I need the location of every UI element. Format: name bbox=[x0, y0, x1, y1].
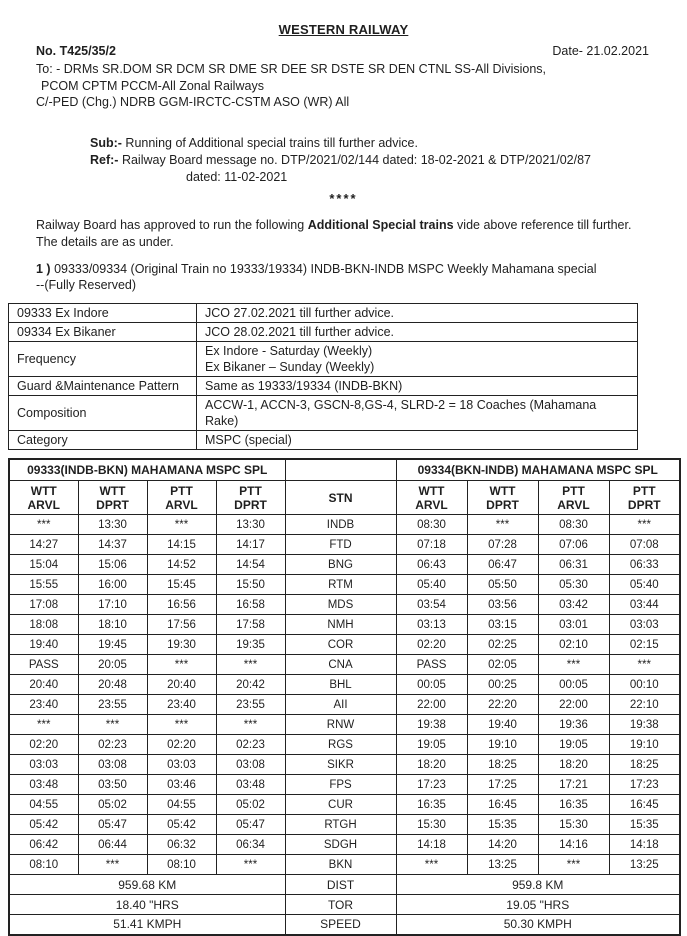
col-header-ptt-arvl-2: PTT ARVL bbox=[538, 481, 609, 515]
right-speed: 50.30 KMPH bbox=[396, 915, 680, 935]
reference-line-2: dated: 11-02-2021 bbox=[186, 169, 288, 184]
time-cell: *** bbox=[609, 515, 680, 535]
col-header-wtt-arvl-2: WTT ARVL bbox=[396, 481, 467, 515]
train-details-table bbox=[8, 303, 638, 450]
doc-date: Date- 21.02.2021 bbox=[552, 44, 649, 58]
subject-reference-block bbox=[0, 135, 687, 186]
time-cell: 03:13 bbox=[396, 615, 467, 635]
station-cell: RTGH bbox=[285, 815, 396, 835]
time-cell: 22:20 bbox=[467, 695, 538, 715]
time-cell: *** bbox=[78, 715, 147, 735]
time-cell: 03:42 bbox=[538, 595, 609, 615]
time-cell: 08:30 bbox=[538, 515, 609, 535]
time-cell: 18:20 bbox=[538, 755, 609, 775]
summary-label-speed: SPEED bbox=[285, 915, 396, 935]
paragraph-bold-text: Additional Special trains bbox=[307, 217, 454, 232]
time-cell: 15:04 bbox=[9, 555, 78, 575]
subject-line bbox=[90, 135, 657, 152]
station-cell: BHL bbox=[285, 675, 396, 695]
time-cell: 05:02 bbox=[78, 795, 147, 815]
timetable-row bbox=[9, 635, 680, 655]
time-cell: 05:30 bbox=[538, 575, 609, 595]
time-cell: *** bbox=[467, 515, 538, 535]
item-line-1 bbox=[36, 261, 651, 278]
time-cell: 15:55 bbox=[9, 575, 78, 595]
time-cell: 03:54 bbox=[396, 595, 467, 615]
timetable-row bbox=[9, 835, 680, 855]
to-line-3: C/-PED (Chg.) NDRB GGM-IRCTC-CSTM ASO (WR) All bbox=[36, 95, 350, 109]
time-cell: 19:40 bbox=[9, 635, 78, 655]
time-cell: 17:10 bbox=[78, 595, 147, 615]
subject-text: Running of Additional special trains till further advice. bbox=[121, 135, 418, 150]
station-cell: INDB bbox=[285, 515, 396, 535]
reference-text: Railway Board message no. DTP/2021/02/144 dated: 18-02-2021 & DTP/2021/02/87 bbox=[118, 152, 591, 167]
time-cell: 19:10 bbox=[467, 735, 538, 755]
time-cell: 03:03 bbox=[147, 755, 216, 775]
station-cell: NMH bbox=[285, 615, 396, 635]
time-cell: 08:30 bbox=[396, 515, 467, 535]
time-cell: PASS bbox=[9, 655, 78, 675]
time-cell: 17:23 bbox=[609, 775, 680, 795]
timetable-row bbox=[9, 655, 680, 675]
time-cell: 19:10 bbox=[609, 735, 680, 755]
detail-value: JCO 27.02.2021 till further advice. bbox=[197, 303, 638, 322]
time-cell: 23:40 bbox=[147, 695, 216, 715]
summary-label-tor: TOR bbox=[285, 895, 396, 915]
item-text: 09333/09334 (Original Train no 19333/19334) INDB-BKN-INDB MSPC Weekly Mahamana special bbox=[50, 261, 597, 276]
time-cell: *** bbox=[78, 855, 147, 875]
time-cell: 06:33 bbox=[609, 555, 680, 575]
time-cell: 05:50 bbox=[467, 575, 538, 595]
time-cell: 06:47 bbox=[467, 555, 538, 575]
time-cell: 07:18 bbox=[396, 535, 467, 555]
time-cell: 19:38 bbox=[609, 715, 680, 735]
timetable-row bbox=[9, 515, 680, 535]
timetable-header-row bbox=[9, 481, 680, 515]
body-paragraph bbox=[0, 217, 687, 252]
timetable-row bbox=[9, 535, 680, 555]
detail-label: Guard &Maintenance Pattern bbox=[9, 376, 197, 395]
timetable-row bbox=[9, 595, 680, 615]
table-row bbox=[9, 303, 638, 322]
doc-number: No. T425/35/2 bbox=[36, 44, 116, 58]
time-cell: 15:45 bbox=[147, 575, 216, 595]
time-cell: 07:08 bbox=[609, 535, 680, 555]
station-cell: BNG bbox=[285, 555, 396, 575]
time-cell: 03:03 bbox=[609, 615, 680, 635]
time-cell: 19:05 bbox=[538, 735, 609, 755]
time-cell: 14:54 bbox=[216, 555, 285, 575]
left-speed: 51.41 KMPH bbox=[9, 915, 285, 935]
timetable-body bbox=[9, 515, 680, 875]
title-spacer-cell bbox=[285, 459, 396, 481]
station-cell: RNW bbox=[285, 715, 396, 735]
detail-value: ACCW-1, ACCN-3, GSCN-8,GS-4, SLRD-2 = 18 Coaches (Mahamana Rake) bbox=[197, 395, 638, 430]
time-cell: 03:50 bbox=[78, 775, 147, 795]
timetable-row bbox=[9, 695, 680, 715]
station-cell: COR bbox=[285, 635, 396, 655]
time-cell: 16:35 bbox=[538, 795, 609, 815]
timetable-row bbox=[9, 855, 680, 875]
time-cell: 14:17 bbox=[216, 535, 285, 555]
time-cell: 13:25 bbox=[609, 855, 680, 875]
time-cell: *** bbox=[216, 655, 285, 675]
meta-row bbox=[0, 44, 687, 58]
station-cell: FPS bbox=[285, 775, 396, 795]
time-cell: *** bbox=[147, 655, 216, 675]
station-cell: CNA bbox=[285, 655, 396, 675]
time-cell: 23:55 bbox=[78, 695, 147, 715]
train-timetable bbox=[8, 458, 681, 936]
time-cell: 03:48 bbox=[216, 775, 285, 795]
time-cell: 04:55 bbox=[147, 795, 216, 815]
time-cell: 14:18 bbox=[609, 835, 680, 855]
detail-value: MSPC (special) bbox=[197, 430, 638, 449]
time-cell: 23:40 bbox=[9, 695, 78, 715]
time-cell: 15:50 bbox=[216, 575, 285, 595]
time-cell: 20:42 bbox=[216, 675, 285, 695]
time-cell: 20:48 bbox=[78, 675, 147, 695]
time-cell: *** bbox=[609, 655, 680, 675]
time-cell: 18:25 bbox=[467, 755, 538, 775]
time-cell: 15:35 bbox=[609, 815, 680, 835]
to-line-2: PCOM CPTM PCCM-All Zonal Railways bbox=[41, 78, 264, 93]
time-cell: PASS bbox=[396, 655, 467, 675]
summary-label-dist: DIST bbox=[285, 875, 396, 895]
time-cell: 06:44 bbox=[78, 835, 147, 855]
time-cell: 20:40 bbox=[147, 675, 216, 695]
time-cell: 15:30 bbox=[538, 815, 609, 835]
timetable-row bbox=[9, 795, 680, 815]
time-cell: 03:44 bbox=[609, 595, 680, 615]
time-cell: 02:20 bbox=[147, 735, 216, 755]
table-row bbox=[9, 376, 638, 395]
col-header-ptt-dprt-2: PTT DPRT bbox=[609, 481, 680, 515]
time-cell: 19:38 bbox=[396, 715, 467, 735]
reference-label: Ref:- bbox=[90, 152, 119, 167]
col-header-wtt-dprt-2: WTT DPRT bbox=[467, 481, 538, 515]
paragraph-text: Railway Board has approved to run the following bbox=[36, 217, 308, 232]
station-cell: CUR bbox=[285, 795, 396, 815]
time-cell: 14:37 bbox=[78, 535, 147, 555]
summary-row-speed bbox=[9, 915, 680, 935]
left-distance: 959.68 KM bbox=[9, 875, 285, 895]
time-cell: *** bbox=[216, 855, 285, 875]
detail-label: Frequency bbox=[9, 341, 197, 376]
time-cell: *** bbox=[538, 855, 609, 875]
time-cell: 06:42 bbox=[9, 835, 78, 855]
time-cell: 00:10 bbox=[609, 675, 680, 695]
time-cell: 18:25 bbox=[609, 755, 680, 775]
table-row bbox=[9, 341, 638, 376]
time-cell: 14:27 bbox=[9, 535, 78, 555]
time-cell: 05:42 bbox=[147, 815, 216, 835]
table-row bbox=[9, 395, 638, 430]
table-row bbox=[9, 322, 638, 341]
col-header-wtt-dprt: WTT DPRT bbox=[78, 481, 147, 515]
time-cell: 17:08 bbox=[9, 595, 78, 615]
item-line-2: --(Fully Reserved) bbox=[36, 278, 137, 292]
timetable-row bbox=[9, 815, 680, 835]
time-cell: 18:10 bbox=[78, 615, 147, 635]
station-cell: AII bbox=[285, 695, 396, 715]
time-cell: 18:20 bbox=[396, 755, 467, 775]
time-cell: 02:20 bbox=[9, 735, 78, 755]
detail-value: JCO 28.02.2021 till further advice. bbox=[197, 322, 638, 341]
time-cell: 14:15 bbox=[147, 535, 216, 555]
time-cell: 15:06 bbox=[78, 555, 147, 575]
time-cell: 00:25 bbox=[467, 675, 538, 695]
time-cell: 19:35 bbox=[216, 635, 285, 655]
time-cell: 05:42 bbox=[9, 815, 78, 835]
time-cell: 14:20 bbox=[467, 835, 538, 855]
reference-line bbox=[90, 152, 657, 169]
time-cell: 22:10 bbox=[609, 695, 680, 715]
time-cell: 15:35 bbox=[467, 815, 538, 835]
list-item-1 bbox=[0, 261, 687, 294]
document-page bbox=[0, 22, 687, 932]
time-cell: 03:46 bbox=[147, 775, 216, 795]
station-cell: MDS bbox=[285, 595, 396, 615]
time-cell: 18:08 bbox=[9, 615, 78, 635]
table-row bbox=[9, 430, 638, 449]
timetable-row bbox=[9, 715, 680, 735]
time-cell: 19:36 bbox=[538, 715, 609, 735]
time-cell: 08:10 bbox=[9, 855, 78, 875]
timetable-row bbox=[9, 575, 680, 595]
time-cell: 13:30 bbox=[78, 515, 147, 535]
time-cell: 07:28 bbox=[467, 535, 538, 555]
time-cell: 13:30 bbox=[216, 515, 285, 535]
detail-label: 09333 Ex Indore bbox=[9, 303, 197, 322]
time-cell: 16:56 bbox=[147, 595, 216, 615]
time-cell: 03:01 bbox=[538, 615, 609, 635]
time-cell: *** bbox=[216, 715, 285, 735]
timetable-row bbox=[9, 735, 680, 755]
time-cell: 03:15 bbox=[467, 615, 538, 635]
time-cell: 03:56 bbox=[467, 595, 538, 615]
right-tor: 19.05 "HRS bbox=[396, 895, 680, 915]
time-cell: *** bbox=[9, 715, 78, 735]
summary-row-tor bbox=[9, 895, 680, 915]
col-header-stn: STN bbox=[285, 481, 396, 515]
time-cell: *** bbox=[147, 715, 216, 735]
time-cell: 06:43 bbox=[396, 555, 467, 575]
time-cell: 02:23 bbox=[78, 735, 147, 755]
timetable-row bbox=[9, 775, 680, 795]
time-cell: 06:31 bbox=[538, 555, 609, 575]
time-cell: 17:23 bbox=[396, 775, 467, 795]
address-block bbox=[0, 61, 687, 111]
time-cell: 03:08 bbox=[216, 755, 285, 775]
item-number: 1 ) bbox=[36, 261, 51, 276]
station-cell: RGS bbox=[285, 735, 396, 755]
time-cell: 14:16 bbox=[538, 835, 609, 855]
time-cell: 19:30 bbox=[147, 635, 216, 655]
time-cell: 02:25 bbox=[467, 635, 538, 655]
time-cell: 07:06 bbox=[538, 535, 609, 555]
detail-label: Category bbox=[9, 430, 197, 449]
time-cell: 05:47 bbox=[216, 815, 285, 835]
col-header-ptt-arvl: PTT ARVL bbox=[147, 481, 216, 515]
time-cell: 03:08 bbox=[78, 755, 147, 775]
col-header-ptt-dprt: PTT DPRT bbox=[216, 481, 285, 515]
right-distance: 959.8 KM bbox=[396, 875, 680, 895]
timetable-row bbox=[9, 615, 680, 635]
time-cell: 05:02 bbox=[216, 795, 285, 815]
time-cell: *** bbox=[147, 515, 216, 535]
station-cell: SDGH bbox=[285, 835, 396, 855]
timetable-row bbox=[9, 555, 680, 575]
summary-row-distance bbox=[9, 875, 680, 895]
time-cell: *** bbox=[9, 515, 78, 535]
detail-label: Composition bbox=[9, 395, 197, 430]
time-cell: 16:58 bbox=[216, 595, 285, 615]
time-cell: 02:10 bbox=[538, 635, 609, 655]
time-cell: 17:25 bbox=[467, 775, 538, 795]
asterisk-separator: **** bbox=[329, 190, 358, 206]
time-cell: *** bbox=[538, 655, 609, 675]
to-line-1: To: - DRMs SR.DOM SR DCM SR DME SR DEE SR DSTE SR DEN CTNL SS-All Divisions, bbox=[36, 62, 547, 76]
time-cell: 03:03 bbox=[9, 755, 78, 775]
time-cell: 20:05 bbox=[78, 655, 147, 675]
time-cell: 19:05 bbox=[396, 735, 467, 755]
time-cell: 22:00 bbox=[396, 695, 467, 715]
left-train-title: 09333(INDB-BKN) MAHAMANA MSPC SPL bbox=[9, 459, 285, 481]
subject-label: Sub:- bbox=[90, 135, 122, 150]
time-cell: 16:35 bbox=[396, 795, 467, 815]
time-cell: 16:00 bbox=[78, 575, 147, 595]
time-cell: 03:48 bbox=[9, 775, 78, 795]
time-cell: 02:05 bbox=[467, 655, 538, 675]
time-cell: 17:21 bbox=[538, 775, 609, 795]
time-cell: 06:32 bbox=[147, 835, 216, 855]
right-train-title: 09334(BKN-INDB) MAHAMANA MSPC SPL bbox=[396, 459, 680, 481]
time-cell: 19:45 bbox=[78, 635, 147, 655]
time-cell: 17:56 bbox=[147, 615, 216, 635]
left-tor: 18.40 "HRS bbox=[9, 895, 285, 915]
time-cell: 00:05 bbox=[396, 675, 467, 695]
station-cell: BKN bbox=[285, 855, 396, 875]
time-cell: 17:58 bbox=[216, 615, 285, 635]
detail-value: Ex Indore - Saturday (Weekly) Ex Bikaner – Sunday (Weekly) bbox=[197, 341, 638, 376]
document-title: WESTERN RAILWAY bbox=[278, 22, 409, 37]
detail-value: Same as 19333/19334 (INDB-BKN) bbox=[197, 376, 638, 395]
time-cell: 15:30 bbox=[396, 815, 467, 835]
time-cell: 20:40 bbox=[9, 675, 78, 695]
timetable-row bbox=[9, 755, 680, 775]
time-cell: 23:55 bbox=[216, 695, 285, 715]
timetable-row bbox=[9, 675, 680, 695]
time-cell: 16:45 bbox=[467, 795, 538, 815]
time-cell: 02:23 bbox=[216, 735, 285, 755]
time-cell: 02:20 bbox=[396, 635, 467, 655]
time-cell: 22:00 bbox=[538, 695, 609, 715]
timetable-title-row bbox=[9, 459, 680, 481]
time-cell: 13:25 bbox=[467, 855, 538, 875]
time-cell: 02:15 bbox=[609, 635, 680, 655]
paragraph-text-end: vide above reference till further. The details are as under. bbox=[36, 217, 632, 249]
time-cell: 08:10 bbox=[147, 855, 216, 875]
station-cell: RTM bbox=[285, 575, 396, 595]
time-cell: 04:55 bbox=[9, 795, 78, 815]
time-cell: 19:40 bbox=[467, 715, 538, 735]
time-cell: 14:52 bbox=[147, 555, 216, 575]
time-cell: *** bbox=[396, 855, 467, 875]
station-cell: FTD bbox=[285, 535, 396, 555]
col-header-wtt-arvl: WTT ARVL bbox=[9, 481, 78, 515]
time-cell: 05:40 bbox=[609, 575, 680, 595]
station-cell: SIKR bbox=[285, 755, 396, 775]
time-cell: 16:45 bbox=[609, 795, 680, 815]
detail-label: 09334 Ex Bikaner bbox=[9, 322, 197, 341]
time-cell: 00:05 bbox=[538, 675, 609, 695]
time-cell: 14:18 bbox=[396, 835, 467, 855]
time-cell: 06:34 bbox=[216, 835, 285, 855]
time-cell: 05:40 bbox=[396, 575, 467, 595]
time-cell: 05:47 bbox=[78, 815, 147, 835]
